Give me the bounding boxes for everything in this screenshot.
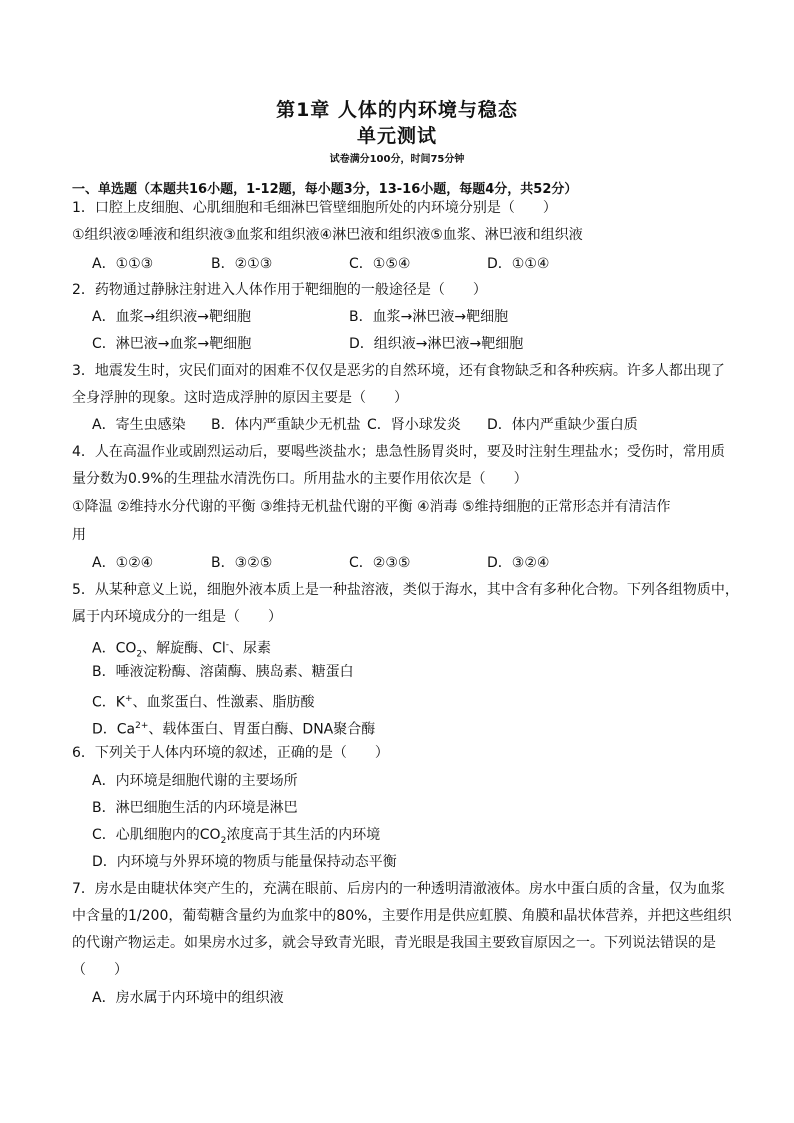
q1-option-d: D．①①④ — [487, 256, 550, 272]
question-4-choices-line2: 用 — [72, 527, 86, 543]
question-2-stem: 2．药物通过静脉注射进入人体作用于靶细胞的一般途径是（ ） — [72, 282, 487, 298]
q4-option-a: A．①②④ — [92, 555, 154, 571]
q6-option-d: D．内环境与外界环境的物质与能量保持动态平衡 — [92, 854, 397, 870]
q2-option-b: B．血浆→淋巴液→靶细胞 — [349, 309, 509, 325]
question-4-choices-line1: ①降温 ②维持水分代谢的平衡 ③维持无机盐代谢的平衡 ④消毒 ⑤维持细胞的正常形态并有清洁作 — [72, 499, 671, 515]
question-7-stem-line1: 7．房水是由睫状体突产生的，充满在眼前、后房内的一种透明清澈液体。房水中蛋白质的含量，仅为血浆 — [72, 881, 725, 897]
q5-option-a: A．$CO_2$、解旋酶、Cl-、尿素 — [92, 640, 272, 660]
question-7-stem-line3: 的代谢产物运走。如果房水过多，就会导致青光眼，青光眼是我国主要致盲原因之一。下列说法错误的是 — [72, 935, 716, 951]
question-5-stem-line1: 5．从某种意义上说，细胞外液本质上是一种盐溶液，类似于海水，其中含有多种化合物。下列各组物质中， — [72, 582, 739, 598]
q3-option-a: A．寄生虫感染 — [92, 417, 186, 433]
exam-meta: 试卷满分100分，时间75分钟 — [329, 154, 465, 165]
question-1-choices: ①组织液②唾液和组织液③血浆和组织液④淋巴液和组织液⑤血浆、淋巴液和组织液 — [72, 227, 583, 243]
question-5-stem-line2: 属于内环境成分的一组是（ ） — [72, 609, 282, 625]
unit-test-title: 单元测试 — [356, 125, 437, 147]
q2-option-d: D．组织液→淋巴液→靶细胞 — [349, 336, 524, 352]
question-4-stem-line1: 4．人在高温作业或剧烈运动后，要喝些淡盐水；患急性肠胃炎时，要及时注射生理盐水；受伤时，常用质 — [72, 444, 725, 460]
question-6-stem: 6．下列关于人体内环境的叙述，正确的是（ ） — [72, 745, 389, 761]
q1-option-c: C．①⑤④ — [349, 256, 411, 272]
q4-option-d: D．③②④ — [487, 555, 550, 571]
q6-option-b: B．淋巴细胞生活的内环境是淋巴 — [92, 800, 298, 816]
chapter-title: 第1章 人体的内环境与稳态 — [276, 99, 518, 121]
q2-option-c: C．淋巴液→血浆→靶细胞 — [92, 336, 252, 352]
section-heading: 一、单选题（本题共16小题，1-12题，每小题3分，13-16小题，每题4分，共52分） — [72, 182, 578, 197]
q7-option-a: A．房水属于内环境中的组织液 — [92, 990, 284, 1006]
q3-option-d: D．体内严重缺少蛋白质 — [487, 417, 638, 433]
q3-option-b: B．体内严重缺少无机盐 — [211, 417, 361, 433]
question-3-stem-line1: 3．地震发生时，灾民们面对的困难不仅仅是恶劣的自然环境，还有食物缺乏和各种疾病。许多人都出现了 — [72, 363, 725, 379]
q6-option-a: A．内环境是细胞代谢的主要场所 — [92, 773, 298, 789]
q4-option-c: C．②③⑤ — [349, 555, 411, 571]
question-3-stem-line2: 全身浮肿的现象。这时造成浮肿的原因主要是（ ） — [72, 390, 408, 406]
q2-option-a: A．血浆→组织液→靶细胞 — [92, 309, 252, 325]
question-7-stem-line2: 中含量的1/200，葡萄糖含量约为血浆中的80%，主要作用是供应虹膜、角膜和晶状体营养，并把这些组织 — [72, 908, 732, 924]
question-4-stem-line2: 量分数为0.9%的生理盐水清洗伤口。所用盐水的主要作用依次是（ ） — [72, 471, 528, 487]
q6-option-c: C．心肌细胞内的$CO_2$浓度高于其生活的内环境 — [92, 827, 381, 846]
question-1-stem: 1．口腔上皮细胞、心肌细胞和毛细淋巴管壁细胞所处的内环境分别是（ ） — [72, 200, 557, 216]
question-7-stem-line4: （ ） — [72, 962, 128, 978]
q5-option-b: B．唾液淀粉酶、溶菌酶、胰岛素、糖蛋白 — [92, 664, 354, 680]
q4-option-b: B．③②⑤ — [211, 555, 273, 571]
q1-option-b: B．②①③ — [211, 256, 273, 272]
q5-option-d: D．$Ca^{2+}$、载体蛋白、胃蛋白酶、DNA聚合酶 — [92, 721, 376, 738]
q1-option-a: A．①①③ — [92, 256, 154, 272]
q3-option-c: C．肾小球发炎 — [367, 417, 461, 433]
q5-option-c: C．K+、血浆蛋白、性激素、脂肪酸 — [92, 694, 315, 711]
